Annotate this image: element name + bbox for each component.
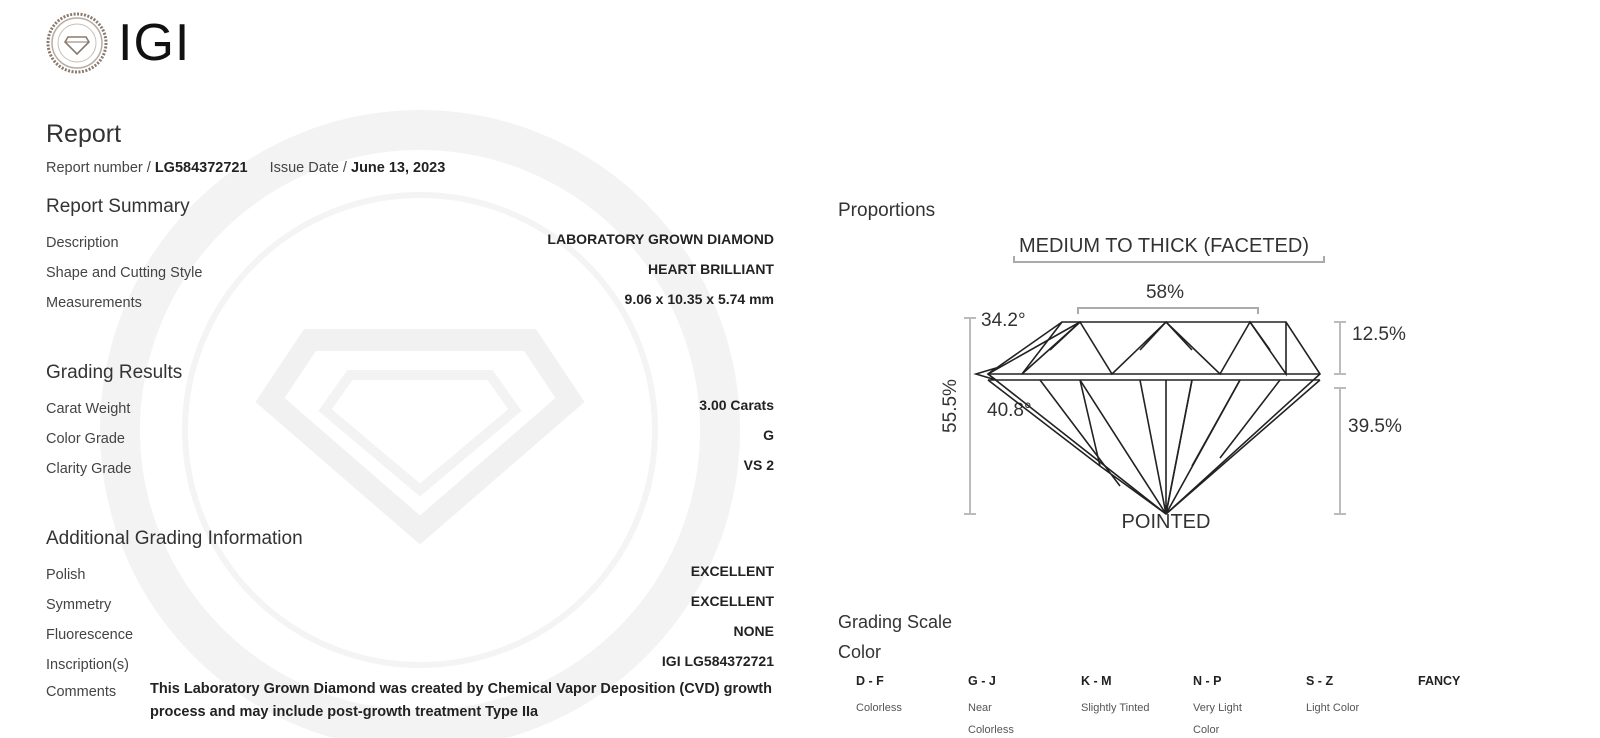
scale-desc-line: Very Light — [1193, 702, 1242, 714]
row-value: HEART BRILLIANT — [648, 261, 774, 277]
additional-row-inscription — [46, 653, 774, 679]
crown-angle: 34.2° — [981, 310, 1026, 331]
row-value: G — [763, 427, 774, 443]
scale-range: S - Z — [1306, 674, 1334, 688]
pavilion-angle: 40.8° — [987, 400, 1032, 421]
report-title: Report — [46, 120, 122, 148]
grading-row-carat — [46, 397, 774, 423]
scale-desc-line: Colorless — [856, 702, 902, 714]
row-value: EXCELLENT — [690, 593, 774, 609]
summary-row-description — [46, 231, 774, 257]
total-depth: 55.5% — [940, 379, 961, 433]
scale-desc — [856, 697, 966, 719]
comments-text: This Laboratory Grown Diamond was created by Chemical Vapor Deposition (CVD) growth process and may include post-growth treatment Type IIa — [150, 681, 772, 720]
row-label: Color Grade — [46, 431, 125, 447]
row-label: Symmetry — [46, 597, 112, 613]
row-value: IGI LG584372721 — [661, 653, 774, 669]
comments-label: Comments — [46, 684, 117, 700]
report-meta — [46, 160, 445, 176]
proportions-diagram — [930, 228, 1430, 548]
logo-text: IGI — [118, 14, 191, 72]
report-number-label: Report number / — [46, 160, 151, 176]
row-value: EXCELLENT — [690, 563, 774, 579]
row-value: NONE — [733, 623, 774, 639]
scale-range: D - F — [856, 674, 884, 688]
report-number: LG584372721 — [154, 160, 248, 176]
report-summary-title: Report Summary — [46, 196, 190, 217]
scale-desc-line: Colorless — [968, 724, 1014, 736]
scale-range: G - J — [968, 674, 996, 688]
scale-column-n-p — [1193, 674, 1303, 738]
additional-info-title: Additional Grading Information — [46, 528, 303, 549]
girdle-label: MEDIUM TO THICK (FACETED) — [1018, 235, 1310, 257]
scale-desc-line: Light Color — [1306, 702, 1360, 714]
grading-row-color — [46, 427, 774, 453]
grading-row-clarity — [46, 457, 774, 483]
scale-column-d-f — [856, 674, 966, 719]
scale-range: FANCY — [1418, 674, 1461, 688]
table-percent: 58% — [1145, 282, 1185, 303]
additional-row-symmetry — [46, 593, 774, 619]
scale-column-g-j — [968, 674, 1078, 738]
crown-height: 12.5% — [1352, 324, 1406, 345]
additional-row-polish — [46, 563, 774, 589]
grading-results-title: Grading Results — [46, 362, 183, 383]
row-label: Measurements — [46, 295, 142, 311]
row-label: Fluorescence — [46, 627, 134, 643]
row-value: 3.00 Carats — [699, 397, 774, 413]
grading-scale-title: Grading Scale — [838, 612, 953, 632]
row-label: Clarity Grade — [46, 461, 132, 477]
igi-seal-icon — [46, 12, 108, 74]
scale-column-s-z — [1306, 674, 1416, 719]
scale-column-fancy — [1418, 674, 1528, 688]
pavilion-depth: 39.5% — [1348, 416, 1402, 437]
scale-column-k-m — [1081, 674, 1191, 719]
summary-row-shape — [46, 261, 774, 287]
culet-label: POINTED — [1121, 511, 1211, 533]
grading-scale-subtitle: Color — [838, 642, 882, 662]
row-label: Polish — [46, 567, 86, 583]
issue-date: June 13, 2023 — [351, 160, 446, 176]
row-label: Description — [46, 235, 119, 251]
scale-desc-line: Near — [968, 702, 992, 714]
scale-desc — [1193, 697, 1303, 738]
row-value: LABORATORY GROWN DIAMOND — [547, 231, 774, 247]
scale-range: K - M — [1081, 674, 1112, 688]
row-value: 9.06 x 10.35 x 5.74 mm — [624, 291, 774, 307]
additional-row-fluorescence — [46, 623, 774, 649]
table-bracket — [1078, 308, 1258, 314]
scale-desc-line: Color — [1193, 724, 1220, 736]
row-label: Shape and Cutting Style — [46, 265, 203, 281]
igi-logo — [46, 12, 190, 74]
row-value: VS 2 — [743, 457, 774, 473]
scale-desc-line: Slightly Tinted — [1081, 702, 1150, 714]
scale-desc — [1306, 697, 1416, 719]
summary-row-measurements — [46, 291, 774, 317]
scale-range: N - P — [1193, 674, 1222, 688]
row-label: Inscription(s) — [46, 657, 129, 673]
proportions-title: Proportions — [838, 200, 936, 221]
scale-desc — [968, 697, 1078, 738]
issue-date-label: Issue Date / — [269, 160, 347, 176]
scale-desc — [1081, 697, 1191, 719]
row-label: Carat Weight — [46, 401, 131, 417]
